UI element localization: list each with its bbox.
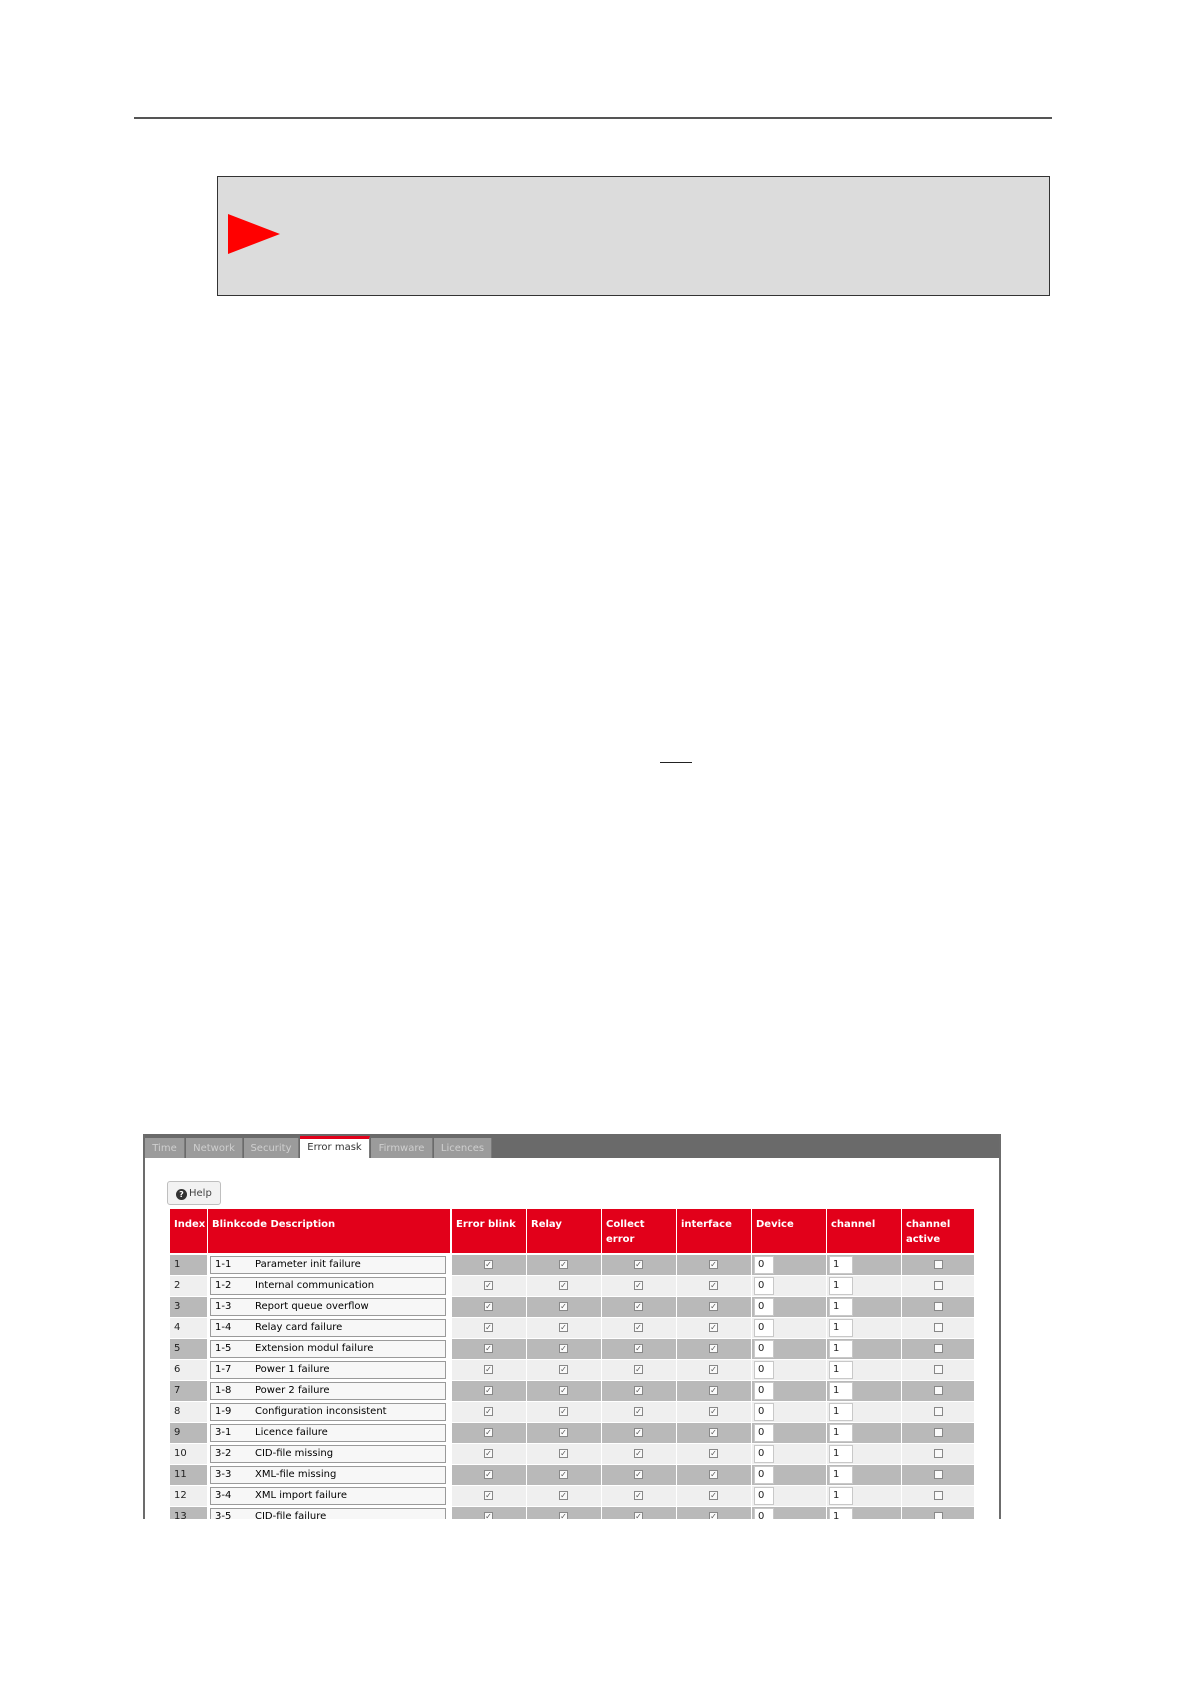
- channel-active-cell: [902, 1318, 974, 1338]
- checkbox-cell: [602, 1402, 676, 1422]
- arrow-right-icon: [228, 214, 280, 254]
- channel-input[interactable]: 1: [829, 1298, 853, 1316]
- checkbox-cell: [527, 1465, 601, 1485]
- blinkcode-label: 1-8: [215, 1385, 232, 1396]
- channel-cell: [827, 1276, 901, 1296]
- collect-error-checkbox[interactable]: ✓: [635, 1470, 642, 1479]
- blinkcode-label: 1-1: [215, 1259, 232, 1270]
- description-label: Report queue overflow: [255, 1301, 369, 1312]
- relay-checkbox[interactable]: ✓: [560, 1344, 567, 1353]
- device-cell: [752, 1276, 826, 1296]
- device-input[interactable]: 0: [754, 1445, 774, 1463]
- channel-active-cell: [902, 1507, 974, 1519]
- channel-input[interactable]: 1: [829, 1256, 853, 1274]
- top-rule: [134, 117, 1052, 119]
- device-cell: [752, 1381, 826, 1401]
- blinkcode-label: 1-5: [215, 1343, 232, 1354]
- error-blink-checkbox[interactable]: ✓: [485, 1512, 492, 1519]
- description-label: Extension modul failure: [255, 1343, 374, 1354]
- checkbox-cell: [527, 1339, 601, 1359]
- blinkcode-label: 1-9: [215, 1406, 232, 1417]
- description-field[interactable]: [210, 1487, 446, 1505]
- channel-active-checkbox[interactable]: [934, 1449, 943, 1458]
- device-input[interactable]: 0: [754, 1256, 774, 1274]
- checkbox-cell: [602, 1318, 676, 1338]
- col-header-channel-active: channel active: [902, 1209, 974, 1253]
- checkbox-cell: [602, 1486, 676, 1506]
- index-cell: 8: [170, 1402, 207, 1422]
- collect-error-checkbox[interactable]: ✓: [635, 1491, 642, 1500]
- interface-checkbox[interactable]: ✓: [710, 1302, 717, 1311]
- checkbox-cell: [527, 1507, 601, 1519]
- checkbox-cell: [452, 1276, 526, 1296]
- description-label: XML import failure: [255, 1490, 348, 1501]
- description-field[interactable]: [210, 1361, 446, 1379]
- interface-checkbox[interactable]: ✓: [710, 1323, 717, 1332]
- interface-checkbox[interactable]: ✓: [710, 1470, 717, 1479]
- device-cell: [752, 1423, 826, 1443]
- checkbox-cell: [677, 1255, 751, 1275]
- blinkcode-label: 1-4: [215, 1322, 232, 1333]
- error-blink-checkbox[interactable]: ✓: [485, 1323, 492, 1332]
- table-row: [170, 1486, 974, 1507]
- relay-checkbox[interactable]: ✓: [560, 1407, 567, 1416]
- channel-input[interactable]: 1: [829, 1466, 853, 1484]
- col-header-channel: channel: [827, 1209, 901, 1253]
- channel-input[interactable]: 1: [829, 1319, 853, 1337]
- checkbox-cell: [677, 1507, 751, 1519]
- checkbox-cell: [677, 1444, 751, 1464]
- channel-active-checkbox[interactable]: [934, 1281, 943, 1290]
- channel-active-checkbox[interactable]: [934, 1407, 943, 1416]
- index-cell: 9: [170, 1423, 207, 1443]
- channel-input[interactable]: 1: [829, 1445, 853, 1463]
- error-blink-checkbox[interactable]: ✓: [485, 1260, 492, 1269]
- interface-checkbox[interactable]: ✓: [710, 1281, 717, 1290]
- checkbox-cell: [677, 1360, 751, 1380]
- relay-checkbox[interactable]: ✓: [560, 1428, 567, 1437]
- channel-cell: [827, 1297, 901, 1317]
- relay-checkbox[interactable]: ✓: [560, 1323, 567, 1332]
- checkbox-cell: [452, 1465, 526, 1485]
- checkbox-cell: [677, 1339, 751, 1359]
- checkbox-cell: [602, 1255, 676, 1275]
- relay-checkbox[interactable]: ✓: [560, 1449, 567, 1458]
- channel-active-cell: [902, 1486, 974, 1506]
- index-cell: 4: [170, 1318, 207, 1338]
- channel-cell: [827, 1360, 901, 1380]
- collect-error-checkbox[interactable]: ✓: [635, 1302, 642, 1311]
- blinkcode-label: 1-7: [215, 1364, 232, 1375]
- collect-error-checkbox[interactable]: ✓: [635, 1323, 642, 1332]
- checkbox-cell: [527, 1381, 601, 1401]
- channel-active-checkbox[interactable]: [934, 1491, 943, 1500]
- table-row: [170, 1360, 974, 1381]
- table-row: [170, 1255, 974, 1276]
- tab-network[interactable]: Network: [186, 1138, 243, 1158]
- checkbox-cell: [677, 1297, 751, 1317]
- interface-checkbox[interactable]: ✓: [710, 1344, 717, 1353]
- checkbox-cell: [452, 1339, 526, 1359]
- checkbox-cell: [452, 1507, 526, 1519]
- channel-active-cell: [902, 1339, 974, 1359]
- error-blink-checkbox[interactable]: ✓: [485, 1281, 492, 1290]
- description-label: XML-file missing: [255, 1469, 337, 1480]
- description-label: Configuration inconsistent: [255, 1406, 387, 1417]
- channel-cell: [827, 1402, 901, 1422]
- device-input[interactable]: 0: [754, 1382, 774, 1400]
- col-header-device: Device: [752, 1209, 826, 1253]
- checkbox-cell: [602, 1276, 676, 1296]
- collect-error-checkbox[interactable]: ✓: [635, 1428, 642, 1437]
- description-field[interactable]: [210, 1424, 446, 1442]
- device-input[interactable]: 0: [754, 1424, 774, 1442]
- error-blink-checkbox[interactable]: ✓: [485, 1365, 492, 1374]
- help-button[interactable]: [167, 1181, 221, 1205]
- interface-checkbox[interactable]: ✓: [710, 1365, 717, 1374]
- checkbox-cell: [677, 1402, 751, 1422]
- interface-checkbox[interactable]: ✓: [710, 1512, 717, 1519]
- col-header-description: Blinkcode Description: [208, 1209, 450, 1253]
- device-cell: [752, 1297, 826, 1317]
- blinkcode-label: 3-2: [215, 1448, 232, 1459]
- error-blink-checkbox[interactable]: ✓: [485, 1302, 492, 1311]
- channel-input[interactable]: 1: [829, 1340, 853, 1358]
- collect-error-checkbox[interactable]: ✓: [635, 1365, 642, 1374]
- error-blink-checkbox[interactable]: ✓: [485, 1428, 492, 1437]
- checkbox-cell: [452, 1318, 526, 1338]
- channel-active-checkbox[interactable]: [934, 1323, 943, 1332]
- index-cell: 3: [170, 1297, 207, 1317]
- channel-active-checkbox[interactable]: [934, 1260, 943, 1269]
- checkbox-cell: [527, 1402, 601, 1422]
- checkbox-cell: [527, 1318, 601, 1338]
- device-input[interactable]: 0: [754, 1298, 774, 1316]
- checkbox-cell: [452, 1444, 526, 1464]
- collect-error-checkbox[interactable]: ✓: [635, 1407, 642, 1416]
- checkbox-cell: [452, 1381, 526, 1401]
- checkbox-cell: [602, 1507, 676, 1519]
- channel-input[interactable]: 1: [829, 1424, 853, 1442]
- device-cell: [752, 1465, 826, 1485]
- channel-active-checkbox[interactable]: [934, 1302, 943, 1311]
- table-row: [170, 1297, 974, 1318]
- description-field[interactable]: [210, 1445, 446, 1463]
- index-cell: 2: [170, 1276, 207, 1296]
- error-blink-checkbox[interactable]: ✓: [485, 1491, 492, 1500]
- error-blink-checkbox[interactable]: ✓: [485, 1470, 492, 1479]
- checkbox-cell: [602, 1360, 676, 1380]
- description-label: CID-file failure: [255, 1511, 327, 1519]
- checkbox-cell: [452, 1402, 526, 1422]
- error-blink-checkbox[interactable]: ✓: [485, 1344, 492, 1353]
- checkbox-cell: [602, 1444, 676, 1464]
- device-input[interactable]: 0: [754, 1508, 774, 1519]
- description-label: Power 2 failure: [255, 1385, 330, 1396]
- device-cell: [752, 1402, 826, 1422]
- checkbox-cell: [527, 1423, 601, 1443]
- table-row: [170, 1318, 974, 1339]
- checkbox-cell: [602, 1465, 676, 1485]
- channel-active-cell: [902, 1255, 974, 1275]
- channel-active-checkbox[interactable]: [934, 1365, 943, 1374]
- checkbox-cell: [527, 1276, 601, 1296]
- checkbox-cell: [527, 1486, 601, 1506]
- relay-checkbox[interactable]: ✓: [560, 1302, 567, 1311]
- device-input[interactable]: 0: [754, 1487, 774, 1505]
- relay-checkbox[interactable]: ✓: [560, 1386, 567, 1395]
- interface-checkbox[interactable]: ✓: [710, 1491, 717, 1500]
- channel-cell: [827, 1339, 901, 1359]
- channel-active-checkbox[interactable]: [934, 1386, 943, 1395]
- channel-active-cell: [902, 1381, 974, 1401]
- channel-active-cell: [902, 1297, 974, 1317]
- interface-checkbox[interactable]: ✓: [710, 1428, 717, 1437]
- device-cell: [752, 1507, 826, 1519]
- relay-checkbox[interactable]: ✓: [560, 1281, 567, 1290]
- checkbox-cell: [602, 1423, 676, 1443]
- channel-active-cell: [902, 1402, 974, 1422]
- device-input[interactable]: 0: [754, 1466, 774, 1484]
- interface-checkbox[interactable]: ✓: [710, 1386, 717, 1395]
- checkbox-cell: [677, 1423, 751, 1443]
- device-input[interactable]: 0: [754, 1361, 774, 1379]
- note-box: [217, 176, 1050, 296]
- checkbox-cell: [602, 1339, 676, 1359]
- channel-cell: [827, 1423, 901, 1443]
- checkbox-cell: [677, 1486, 751, 1506]
- channel-active-checkbox[interactable]: [934, 1428, 943, 1437]
- blinkcode-label: 1-3: [215, 1301, 232, 1312]
- col-header-interface: interface: [677, 1209, 751, 1253]
- col-header-index: Index: [170, 1209, 207, 1253]
- relay-checkbox[interactable]: ✓: [560, 1260, 567, 1269]
- collect-error-checkbox[interactable]: ✓: [635, 1281, 642, 1290]
- device-input[interactable]: 0: [754, 1403, 774, 1421]
- channel-input[interactable]: 1: [829, 1361, 853, 1379]
- interface-checkbox[interactable]: ✓: [710, 1407, 717, 1416]
- index-cell: 5: [170, 1339, 207, 1359]
- relay-checkbox[interactable]: ✓: [560, 1512, 567, 1519]
- checkbox-cell: [602, 1297, 676, 1317]
- checkbox-cell: [452, 1486, 526, 1506]
- channel-cell: [827, 1465, 901, 1485]
- help-label: Help: [189, 1188, 212, 1199]
- checkbox-cell: [527, 1297, 601, 1317]
- index-cell: 12: [170, 1486, 207, 1506]
- error-blink-checkbox[interactable]: ✓: [485, 1449, 492, 1458]
- checkbox-cell: [677, 1381, 751, 1401]
- table-row: [170, 1402, 974, 1423]
- error-blink-checkbox[interactable]: ✓: [485, 1386, 492, 1395]
- device-cell: [752, 1318, 826, 1338]
- index-cell: 6: [170, 1360, 207, 1380]
- relay-checkbox[interactable]: ✓: [560, 1365, 567, 1374]
- collect-error-checkbox[interactable]: ✓: [635, 1260, 642, 1269]
- collect-error-checkbox[interactable]: ✓: [635, 1512, 642, 1519]
- description-field[interactable]: [210, 1508, 446, 1519]
- col-header-collect-error: Collect error: [602, 1209, 676, 1253]
- table-row: [170, 1423, 974, 1444]
- channel-active-cell: [902, 1276, 974, 1296]
- channel-input[interactable]: 1: [829, 1508, 853, 1519]
- description-label: Internal communication: [255, 1280, 375, 1291]
- error-mask-screenshot: [143, 1134, 1001, 1519]
- blinkcode-label: 3-4: [215, 1490, 232, 1501]
- channel-active-cell: [902, 1423, 974, 1443]
- question-icon: ?: [176, 1189, 187, 1200]
- underline-mark: [660, 762, 692, 763]
- blinkcode-label: 1-2: [215, 1280, 232, 1291]
- checkbox-cell: [452, 1297, 526, 1317]
- channel-active-cell: [902, 1465, 974, 1485]
- channel-cell: [827, 1255, 901, 1275]
- description-field[interactable]: [210, 1298, 446, 1316]
- channel-active-checkbox[interactable]: [934, 1344, 943, 1353]
- checkbox-cell: [677, 1276, 751, 1296]
- device-cell: [752, 1444, 826, 1464]
- tab-bar: [145, 1134, 999, 1158]
- channel-input[interactable]: 1: [829, 1382, 853, 1400]
- channel-input[interactable]: 1: [829, 1277, 853, 1295]
- collect-error-checkbox[interactable]: ✓: [635, 1386, 642, 1395]
- checkbox-cell: [527, 1360, 601, 1380]
- checkbox-cell: [527, 1255, 601, 1275]
- index-cell: 13: [170, 1507, 207, 1519]
- device-cell: [752, 1339, 826, 1359]
- col-header-error-blink: Error blink: [452, 1209, 526, 1253]
- checkbox-cell: [602, 1381, 676, 1401]
- channel-cell: [827, 1507, 901, 1519]
- channel-active-checkbox[interactable]: [934, 1512, 943, 1519]
- error-blink-checkbox[interactable]: ✓: [485, 1407, 492, 1416]
- table-row: [170, 1444, 974, 1465]
- blinkcode-label: 3-3: [215, 1469, 232, 1480]
- device-cell: [752, 1486, 826, 1506]
- tab-time[interactable]: Time: [145, 1138, 185, 1158]
- channel-cell: [827, 1444, 901, 1464]
- checkbox-cell: [452, 1255, 526, 1275]
- description-field[interactable]: [210, 1277, 446, 1295]
- table-row: [170, 1276, 974, 1297]
- tab-firmware[interactable]: Firmware: [371, 1138, 433, 1158]
- tab-error-mask[interactable]: Error mask: [300, 1136, 370, 1158]
- device-input[interactable]: 0: [754, 1277, 774, 1295]
- index-cell: 1: [170, 1255, 207, 1275]
- tab-licences[interactable]: Licences: [434, 1138, 492, 1158]
- blinkcode-label: 3-1: [215, 1427, 232, 1438]
- description-field[interactable]: [210, 1403, 446, 1421]
- device-cell: [752, 1360, 826, 1380]
- description-label: Licence failure: [255, 1427, 328, 1438]
- table-row: [170, 1381, 974, 1402]
- description-field[interactable]: [210, 1466, 446, 1484]
- description-field[interactable]: [210, 1340, 446, 1358]
- index-cell: 7: [170, 1381, 207, 1401]
- description-label: Parameter init failure: [255, 1259, 361, 1270]
- index-cell: 11: [170, 1465, 207, 1485]
- device-input[interactable]: 0: [754, 1340, 774, 1358]
- device-cell: [752, 1255, 826, 1275]
- relay-checkbox[interactable]: ✓: [560, 1470, 567, 1479]
- description-field[interactable]: [210, 1256, 446, 1274]
- channel-cell: [827, 1318, 901, 1338]
- checkbox-cell: [452, 1360, 526, 1380]
- interface-checkbox[interactable]: ✓: [710, 1260, 717, 1269]
- index-cell: 10: [170, 1444, 207, 1464]
- collect-error-checkbox[interactable]: ✓: [635, 1344, 642, 1353]
- blinkcode-label: 3-5: [215, 1511, 232, 1519]
- interface-checkbox[interactable]: ✓: [710, 1449, 717, 1458]
- checkbox-cell: [677, 1465, 751, 1485]
- description-label: CID-file missing: [255, 1448, 334, 1459]
- channel-input[interactable]: 1: [829, 1487, 853, 1505]
- checkbox-cell: [527, 1444, 601, 1464]
- description-label: Relay card failure: [255, 1322, 343, 1333]
- channel-active-cell: [902, 1444, 974, 1464]
- relay-checkbox[interactable]: ✓: [560, 1491, 567, 1500]
- col-header-relay: Relay: [527, 1209, 601, 1253]
- description-label: Power 1 failure: [255, 1364, 330, 1375]
- channel-active-cell: [902, 1360, 974, 1380]
- description-field[interactable]: [210, 1382, 446, 1400]
- table-row: [170, 1339, 974, 1360]
- table-row: [170, 1465, 974, 1486]
- channel-input[interactable]: 1: [829, 1403, 853, 1421]
- tab-security[interactable]: Security: [244, 1138, 299, 1158]
- collect-error-checkbox[interactable]: ✓: [635, 1449, 642, 1458]
- checkbox-cell: [452, 1423, 526, 1443]
- description-field[interactable]: [210, 1319, 446, 1337]
- checkbox-cell: [677, 1318, 751, 1338]
- channel-cell: [827, 1486, 901, 1506]
- channel-cell: [827, 1381, 901, 1401]
- channel-active-checkbox[interactable]: [934, 1470, 943, 1479]
- table-row: [170, 1507, 974, 1519]
- device-input[interactable]: 0: [754, 1319, 774, 1337]
